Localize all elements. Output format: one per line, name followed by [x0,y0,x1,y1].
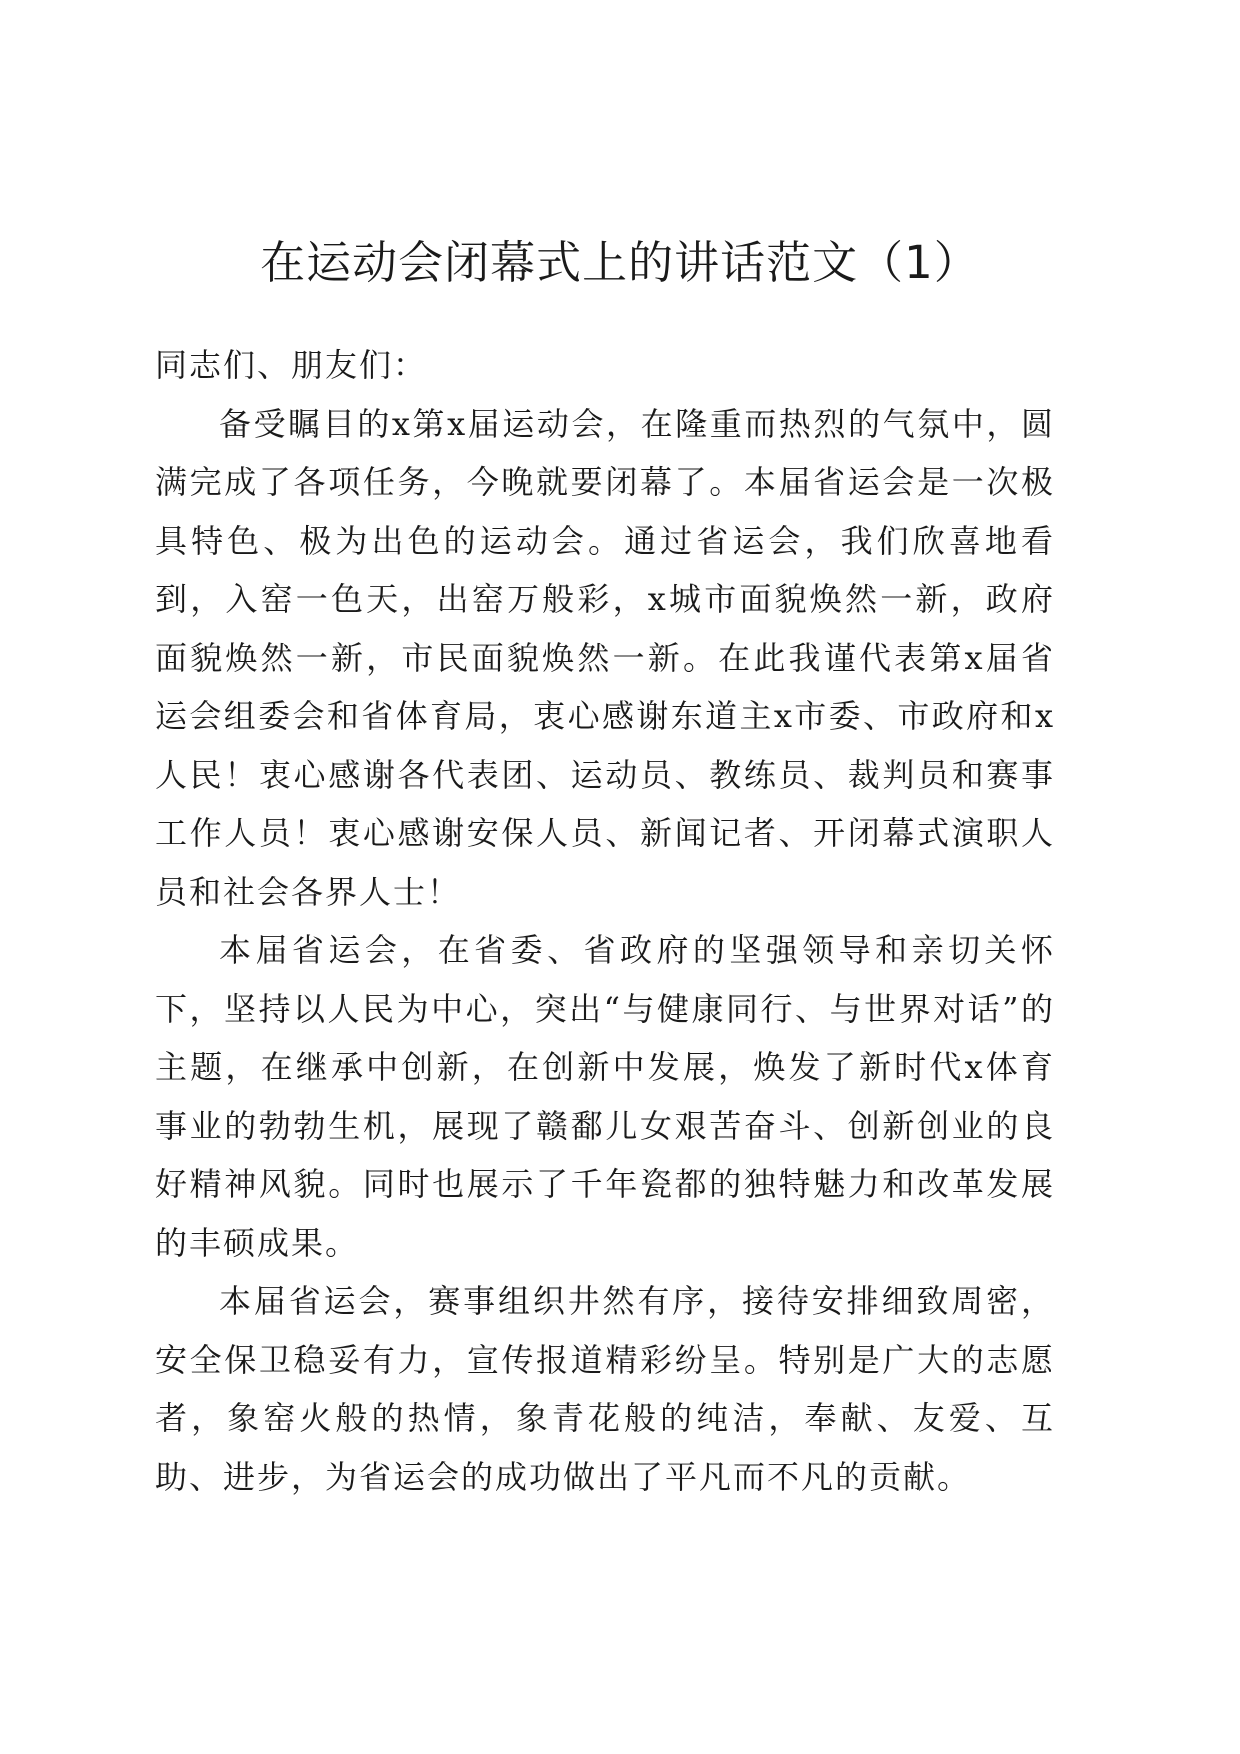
document-body [155,336,1055,1506]
paragraph-2: 本届省运会，在省委、省政府的坚强领导和亲切关怀下，坚持以人民为中心，突出“与健康同行、与世界对话”的主题，在继承中创新，在创新中发展，焕发了新时代x体育事业的勃勃生机，展现了赣鄱儿女艰苦奋斗、创新创业的良好精神风貌。同时也展示了千年瓷都的独特魅力和改革发展的丰硕成果。 [155,931,1055,1262]
document-title: 在运动会闭幕式上的讲话范文（1） [260,236,980,289]
paragraph-3: 本届省运会，赛事组织井然有序，接待安排细致周密，安全保卫稳妥有力，宣传报道精彩纷呈。特别是广大的志愿者，象窑火般的热情，象青花般的纯洁，奉献、友爱、互助、进步，为省运会的成功做出了平凡而不凡的贡献。 [155,1282,1055,1496]
salutation: 同志们、朋友们： [155,346,428,384]
paragraph-1: 备受瞩目的x第x届运动会，在隆重而热烈的气氛中，圆满完成了各项任务，今晚就要闭幕了。本届省运会是一次极具特色、极为出色的运动会。通过省运会，我们欣喜地看到，入窑一色天，出窑万般彩，x城市面貌焕然一新，政府面貌焕然一新，市民面貌焕然一新。在此我谨代表第x届省运会组委会和省体育局，衷心感谢东道主x市委、市政府和x人民！衷心感谢各代表团、运动员、教练员、裁判员和赛事工作人员！衷心感谢安保人员、新闻记者、开闭幕式演职人员和社会各界人士！ [155,404,1055,911]
